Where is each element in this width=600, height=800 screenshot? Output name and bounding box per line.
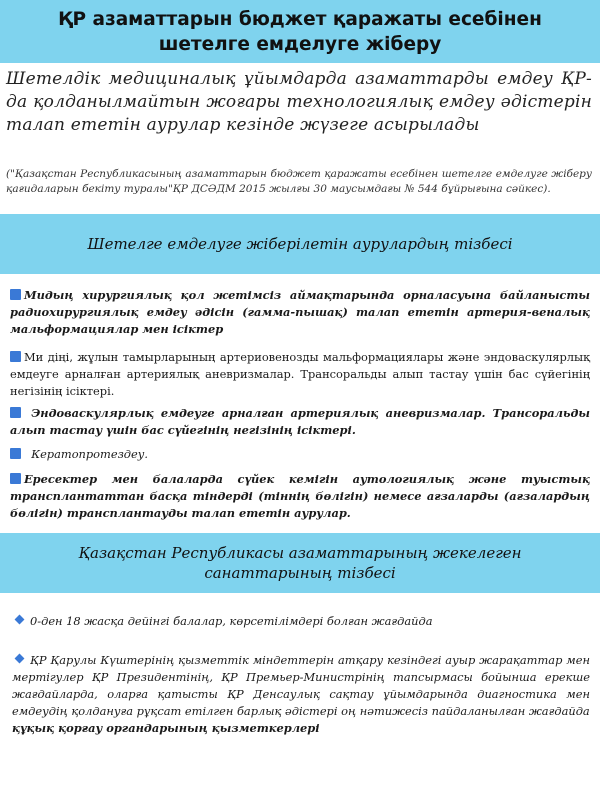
square-bullet-icon — [10, 407, 21, 418]
page-title-line2: шетелге емделуге жіберу — [158, 33, 442, 55]
list-item: Ересектер мен балаларда сүйек кемігін аутологиялық және туыстық трансплантаттан басқа тіндерді (тіннің бөлігін) немесе ағзаларды (ағзалардың бөлігін) трансплантауды талап ететін аурулар. — [10, 472, 590, 520]
list-item: Кератопротездеу. — [10, 446, 590, 463]
list-item: Эндоваскулярлық емдеуге арналған артериялық аневризмалар. Трансоральды алып тастау үшін бас сүйегінің негізінің ісіктері. — [10, 406, 591, 437]
list-item: Ми діңі, жұлын тамырларының артериовенозды мальформациялары және эндоваскулярлық емдеуге арналған артериялық аневризмалар. Трансоральды алып тастау үшін бас сүйегінің негізінің ісіктері. — [10, 350, 590, 398]
intro-reference: ("Қазақстан Республикасының азаматтарын бюджет қаражаты есебінен шетелге емделуге жіберу қағидаларын бекіту туралы"ҚР ДСӘДМ 2015 жылғы 30 маусымдағы № 544 бұйрығына сәйкес). — [6, 168, 592, 195]
page-title-line1: ҚР азаматтарын бюджет қаражаты есебінен — [58, 8, 542, 30]
diamond-bullet-icon — [15, 615, 25, 625]
square-bullet-icon — [10, 289, 21, 300]
list-item: ҚР Қарулы Күштерінің қызметтік міндеттерін атқару кезіндегі ауыр жарақаттар мен мертігулер ҚР Президентінің, ҚР Премьер-Министрінің тапсырмасы бойынша ерекше жағдайларда, оларға қатысты ҚР Денсаулық сақтау ұйымдарында диагностика мен емдеудің қолдануға рұқсат етілген барлық әдістері оң нәтижесіз пайдаланылған жағдайда құқық қорғау органдарының қызметкерлері — [12, 653, 590, 735]
list-item-strong: құқық қорғау органдарының қызметкерлері — [12, 721, 320, 735]
diseases-heading-band — [0, 214, 600, 274]
list-item: 0-ден 18 жасқа дейінгі балалар, көрсетілімдері болған жағдайда — [12, 613, 590, 630]
page-title — [58, 7, 542, 57]
categories-heading-line1: Қазақстан Республикасы азаматтарының жекелеген — [78, 544, 522, 562]
categories-heading-band — [0, 533, 600, 593]
diseases-heading: Шетелге емделуге жіберілетін аурулардың тізбесі — [87, 235, 513, 253]
square-bullet-icon — [10, 448, 21, 459]
list-item: Мидың хирургиялық қол жетімсіз аймақтарында орналасуына байланысты радиохирургиялық емдеу әдісін (гамма-пышақ) талап ететін артерия-веналық мальформациялар мен ісіктер — [10, 288, 590, 336]
intro-text: Шетелдік медициналық ұйымдарда азаматтарды емдеу ҚР-да қолданылмайтын жоғары технологиялық емдеу әдістерін талап ететін аурулар кезінде жүзеге асырылады — [6, 69, 592, 135]
categories-heading-line2: санаттарының тізбесі — [204, 564, 396, 582]
categories-heading — [78, 543, 521, 583]
header-band — [0, 0, 600, 63]
square-bullet-icon — [10, 351, 21, 362]
diamond-bullet-icon — [15, 654, 25, 664]
square-bullet-icon — [10, 473, 21, 484]
